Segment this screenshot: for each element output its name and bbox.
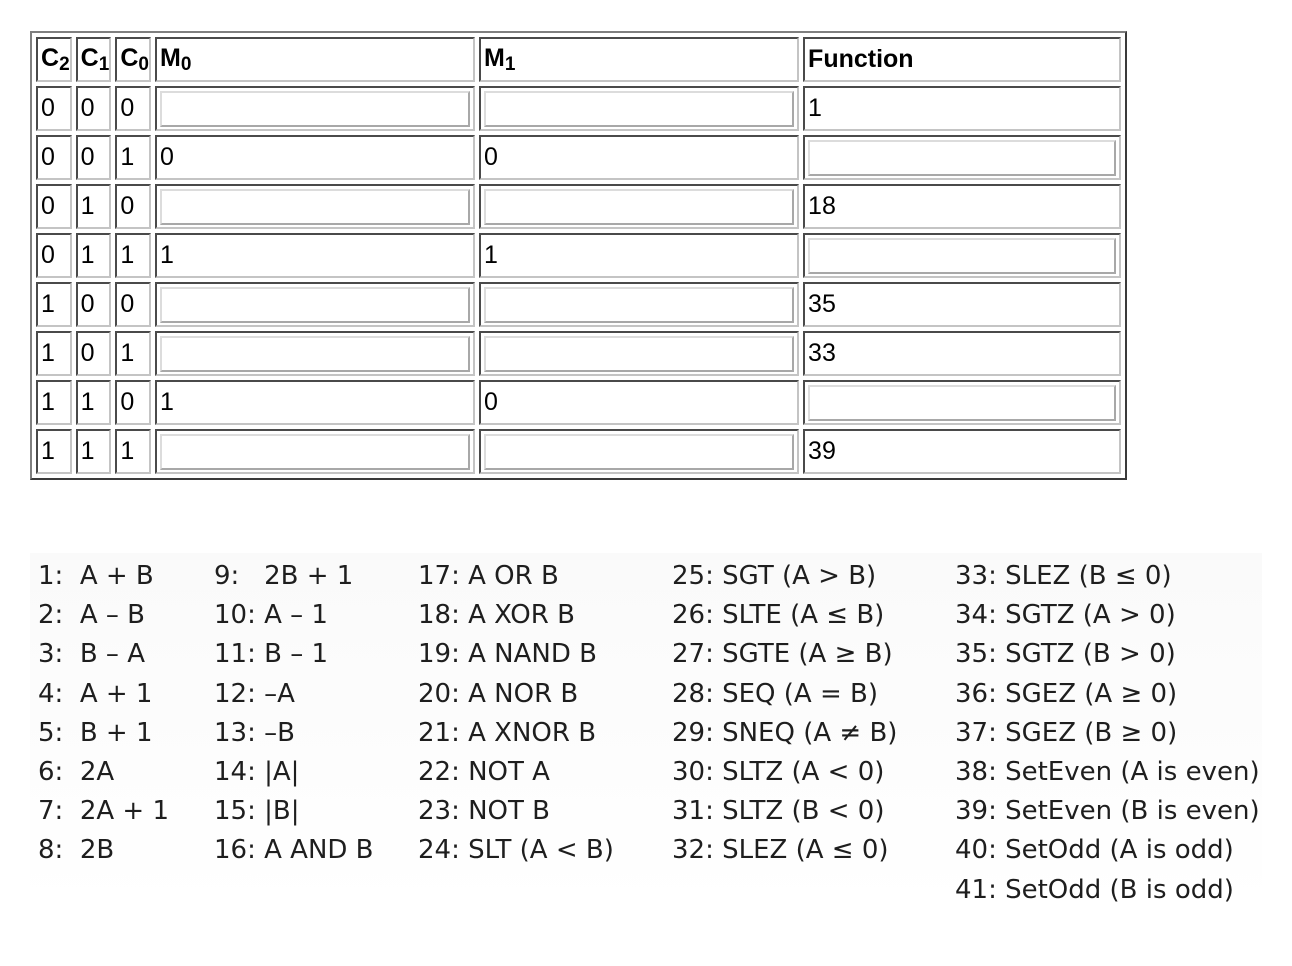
legend-item: 41: SetOdd (B is odd) bbox=[955, 874, 1234, 905]
legend-item: 10: A – 1 bbox=[214, 600, 328, 631]
cell-c1: 1 bbox=[76, 184, 112, 229]
legend-item: 1: A + B bbox=[38, 561, 154, 591]
empty-answer-field[interactable] bbox=[484, 189, 794, 225]
table-row bbox=[36, 135, 1121, 180]
legend-item: 39: SetEven (B is even) bbox=[955, 796, 1260, 827]
header-c0: $C_0$ bbox=[115, 37, 151, 82]
legend-item: 25: SGT (A > B) bbox=[672, 561, 877, 591]
cell-c1: 1 bbox=[76, 233, 112, 278]
table-row bbox=[36, 233, 1121, 278]
legend-column bbox=[672, 557, 897, 871]
cell-m0: 1 bbox=[155, 233, 475, 278]
empty-answer-field[interactable] bbox=[808, 140, 1116, 176]
legend-item: 36: SGEZ (A ≥ 0) bbox=[955, 678, 1178, 709]
legend-item: 11: B – 1 bbox=[214, 639, 329, 670]
cell-fn: 18 bbox=[803, 184, 1121, 229]
cell-m1-input[interactable] bbox=[479, 429, 799, 474]
legend-item: 28: SEQ (A = B) bbox=[672, 678, 878, 709]
cell-m1: 0 bbox=[479, 380, 799, 425]
cell-c1: 0 bbox=[76, 135, 112, 180]
cell-fn-input[interactable] bbox=[803, 380, 1121, 425]
empty-answer-field[interactable] bbox=[808, 238, 1116, 274]
empty-answer-field[interactable] bbox=[160, 91, 470, 127]
legend-item: 19: A NAND B bbox=[418, 639, 597, 670]
table-row bbox=[36, 184, 1121, 229]
legend-item: 32: SLEZ (A ≤ 0) bbox=[672, 835, 889, 866]
cell-c0: 1 bbox=[115, 233, 151, 278]
cell-c1: 0 bbox=[76, 86, 112, 131]
legend-item: 37: SGEZ (B ≥ 0) bbox=[955, 717, 1178, 748]
legend-item: 9: 2B + 1 bbox=[214, 561, 354, 591]
cell-c2: 1 bbox=[36, 380, 72, 425]
cell-c2: 0 bbox=[36, 184, 72, 229]
legend-item: 22: NOT A bbox=[418, 756, 550, 787]
legend-item: 33: SLEZ (B ≤ 0) bbox=[955, 561, 1172, 591]
cell-c0: 1 bbox=[115, 331, 151, 376]
legend-item: 35: SGTZ (B > 0) bbox=[955, 639, 1176, 670]
legend-item: 5: B + 1 bbox=[38, 717, 153, 748]
legend-item: 26: SLTE (A ≤ B) bbox=[672, 600, 885, 631]
cell-c2: 1 bbox=[36, 429, 72, 474]
legend-item: 21: A XNOR B bbox=[418, 717, 597, 748]
cell-c2: 0 bbox=[36, 86, 72, 131]
header-c2: $C_2$ bbox=[36, 37, 72, 82]
cell-m0-input[interactable] bbox=[155, 282, 475, 327]
table-row bbox=[36, 331, 1121, 376]
cell-m0-input[interactable] bbox=[155, 331, 475, 376]
table-header-row bbox=[36, 37, 1121, 82]
cell-fn: 33 bbox=[803, 331, 1121, 376]
cell-c0: 0 bbox=[115, 184, 151, 229]
legend-item: 15: |B| bbox=[214, 796, 300, 827]
table-row bbox=[36, 380, 1121, 425]
cell-m1-input[interactable] bbox=[479, 86, 799, 131]
cell-fn: 35 bbox=[803, 282, 1121, 327]
cell-c1: 0 bbox=[76, 331, 112, 376]
cell-c1: 1 bbox=[76, 380, 112, 425]
cell-fn-input[interactable] bbox=[803, 233, 1121, 278]
legend-item: 8: 2B bbox=[38, 835, 115, 866]
empty-answer-field[interactable] bbox=[484, 434, 794, 470]
header-c1: $C_1$ bbox=[76, 37, 112, 82]
legend-column bbox=[955, 557, 1260, 910]
table-row bbox=[36, 86, 1121, 131]
cell-m0-input[interactable] bbox=[155, 86, 475, 131]
cell-c0: 1 bbox=[115, 135, 151, 180]
legend-item: 17: A OR B bbox=[418, 561, 559, 591]
legend-item: 3: B – A bbox=[38, 639, 145, 670]
legend-item: 40: SetOdd (A is odd) bbox=[955, 835, 1234, 866]
legend-column bbox=[418, 557, 614, 871]
cell-m1-input[interactable] bbox=[479, 331, 799, 376]
header-m0: $M_0$ bbox=[155, 37, 475, 82]
legend-column bbox=[214, 557, 374, 871]
legend-item: 7: 2A + 1 bbox=[38, 796, 170, 827]
cell-m0: 1 bbox=[155, 380, 475, 425]
legend-item: 29: SNEQ (A ≠ B) bbox=[672, 717, 898, 748]
empty-answer-field[interactable] bbox=[484, 287, 794, 323]
header-function: Function bbox=[803, 37, 1121, 82]
cell-m1-input[interactable] bbox=[479, 282, 799, 327]
header-m1: $M_1$ bbox=[479, 37, 799, 82]
cell-c0: 0 bbox=[115, 380, 151, 425]
legend-item: 31: SLTZ (B < 0) bbox=[672, 796, 885, 827]
table-row bbox=[36, 282, 1121, 327]
cell-c2: 1 bbox=[36, 282, 72, 327]
legend-item: 24: SLT (A < B) bbox=[418, 835, 614, 866]
empty-answer-field[interactable] bbox=[160, 287, 470, 323]
cell-c0: 0 bbox=[115, 282, 151, 327]
cell-c2: 0 bbox=[36, 233, 72, 278]
cell-m1-input[interactable] bbox=[479, 184, 799, 229]
cell-m0-input[interactable] bbox=[155, 429, 475, 474]
function-legend bbox=[30, 553, 1262, 908]
legend-item: 18: A XOR B bbox=[418, 600, 575, 631]
legend-item: 30: SLTZ (A < 0) bbox=[672, 756, 885, 787]
cell-fn: 39 bbox=[803, 429, 1121, 474]
legend-item: 6: 2A bbox=[38, 756, 115, 787]
legend-item: 27: SGTE (A ≥ B) bbox=[672, 639, 893, 670]
cell-c1: 1 bbox=[76, 429, 112, 474]
legend-item: 13: –B bbox=[214, 717, 295, 748]
cell-m1: 0 bbox=[479, 135, 799, 180]
table-row bbox=[36, 429, 1121, 474]
empty-answer-field[interactable] bbox=[484, 336, 794, 372]
legend-item: 38: SetEven (A is even) bbox=[955, 756, 1260, 787]
cell-c2: 1 bbox=[36, 331, 72, 376]
cell-fn: 1 bbox=[803, 86, 1121, 131]
legend-item: 14: |A| bbox=[214, 756, 300, 787]
empty-answer-field[interactable] bbox=[808, 385, 1116, 421]
cell-m0-input[interactable] bbox=[155, 184, 475, 229]
cell-m1: 1 bbox=[479, 233, 799, 278]
control-truth-table bbox=[30, 31, 1127, 480]
legend-item: 16: A AND B bbox=[214, 835, 374, 866]
legend-item: 4: A + 1 bbox=[38, 678, 153, 709]
legend-item: 2: A – B bbox=[38, 600, 145, 631]
legend-item: 23: NOT B bbox=[418, 796, 551, 827]
empty-answer-field[interactable] bbox=[160, 434, 470, 470]
cell-m0: 0 bbox=[155, 135, 475, 180]
empty-answer-field[interactable] bbox=[160, 189, 470, 225]
cell-c2: 0 bbox=[36, 135, 72, 180]
cell-c0: 1 bbox=[115, 429, 151, 474]
legend-item: 12: –A bbox=[214, 678, 295, 709]
legend-item: 34: SGTZ (A > 0) bbox=[955, 600, 1176, 631]
legend-column bbox=[38, 557, 169, 871]
legend-item: 20: A NOR B bbox=[418, 678, 579, 709]
empty-answer-field[interactable] bbox=[484, 91, 794, 127]
cell-c0: 0 bbox=[115, 86, 151, 131]
cell-c1: 0 bbox=[76, 282, 112, 327]
empty-answer-field[interactable] bbox=[160, 336, 470, 372]
cell-fn-input[interactable] bbox=[803, 135, 1121, 180]
